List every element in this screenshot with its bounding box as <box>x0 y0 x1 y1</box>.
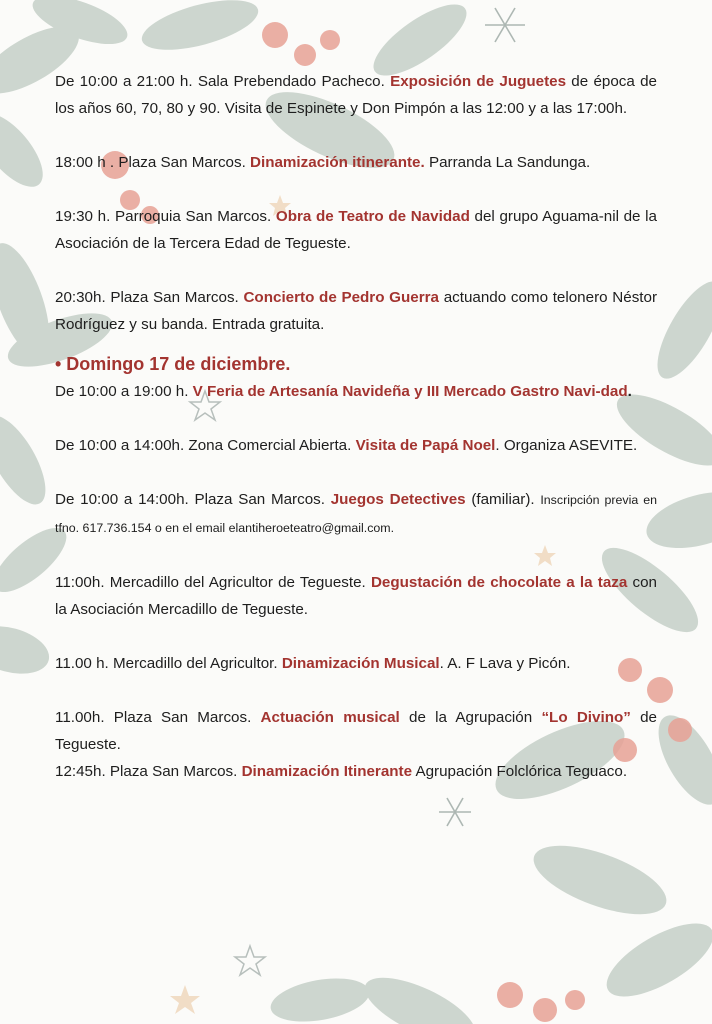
berry-icon <box>262 22 288 48</box>
group-name: “Lo Divino” <box>541 709 631 726</box>
day-heading: • Domingo 17 de diciembre. <box>55 354 291 374</box>
event-chocolate: 11:00h. Mercadillo del Agricultor de Tegueste. Degustación de chocolate a la taza con la Asociación Mercadillo de Tegueste. <box>55 574 658 618</box>
event-toy-exhibition: De 10:00 a 21:00 h. Sala Prebendado Pacheco. Exposición de Juguetes de época de los años 60, 70, 80 y 90. Visita de Espinete y Don Pimpón a las 12:00 y a las 17:00h. <box>55 73 657 117</box>
event-title: Degustación de chocolate a la taza <box>370 574 628 591</box>
event-title: V Feria de Artesanía Navideña y III Mercado Gastro Navi-dad <box>192 383 628 400</box>
event-craft-fair: De 10:00 a 19:00 h. V Feria de Artesanía Navideña y III Mercado Gastro Navi-dad. <box>55 383 632 400</box>
berry-icon <box>565 990 585 1010</box>
event-title: Dinamización Musical <box>281 655 440 672</box>
event-santa-visit: De 10:00 a 14:00h. Zona Comercial Abierta. Visita de Papá Noel. Organiza ASEVITE. <box>55 437 638 454</box>
event-title: Visita de Papá Noel <box>355 437 496 454</box>
event-title: Exposición de Juguetes <box>390 73 567 90</box>
registration-note: Inscripción previa en tfno. 617.736.154 o en el email elantiheroeteatro@gmail.com. <box>55 493 658 535</box>
program-content <box>55 68 657 785</box>
snowflake-icon <box>439 798 471 826</box>
event-title: Obra de Teatro de Navidad <box>275 208 470 225</box>
event-concert: 20:30h. Plaza San Marcos. Concierto de Pedro Guerra actuando como telonero Néstor Rodríguez y su banda. Entrada gratuita. <box>55 289 658 333</box>
leaf-icon <box>525 832 674 929</box>
event-title: Concierto de Pedro Guerra <box>243 289 439 306</box>
event-title: Dinamización Itinerante <box>241 763 413 780</box>
berry-icon <box>294 44 316 66</box>
event-title: Dinamización itinerante. <box>250 154 425 171</box>
leaf-icon <box>0 407 57 514</box>
leaf-icon <box>137 0 263 60</box>
event-lo-divino: 11.00h. Plaza San Marcos. Actuación musical de la Agrupación “Lo Divino” de Tegueste. <box>55 709 657 753</box>
leaf-icon <box>0 103 54 198</box>
berry-icon <box>533 998 557 1022</box>
snowflake-icon <box>485 8 525 42</box>
event-musical-dynamization: 11.00 h. Mercadillo del Agricultor. Dinamización Musical. A. F Lava y Picón. <box>55 655 571 672</box>
berry-icon <box>497 982 523 1008</box>
event-detective-games: De 10:00 a 14:00h. Plaza San Marcos. Juegos Detectives (familiar). Inscripción previa en tfno. 617.736.154 o en el email elantiheroeteatro@gmail.com. <box>55 491 658 535</box>
star-icon <box>170 985 200 1014</box>
leaf-icon <box>0 618 54 681</box>
star-icon <box>235 946 265 975</box>
event-title: Actuación musical <box>260 709 400 726</box>
event-teguaco: 12:45h. Plaza San Marcos. Dinamización Itinerante Agrupación Folclórica Teguaco. <box>55 763 628 780</box>
event-theatre: 19:30 h. Parroquia San Marcos. Obra de Teatro de Navidad del grupo Aguama-nil de la Asociación de la Tercera Edad de Tegueste. <box>55 208 657 252</box>
event-parranda: 18:00 h . Plaza San Marcos. Dinamización itinerante. Parranda La Sandunga. <box>55 154 591 171</box>
event-title: Juegos Detectives <box>330 491 466 508</box>
leaf-icon <box>596 909 712 1011</box>
berry-icon <box>668 718 692 742</box>
berry-icon <box>320 30 340 50</box>
leaf-icon <box>267 972 372 1024</box>
leaf-icon <box>356 965 483 1024</box>
